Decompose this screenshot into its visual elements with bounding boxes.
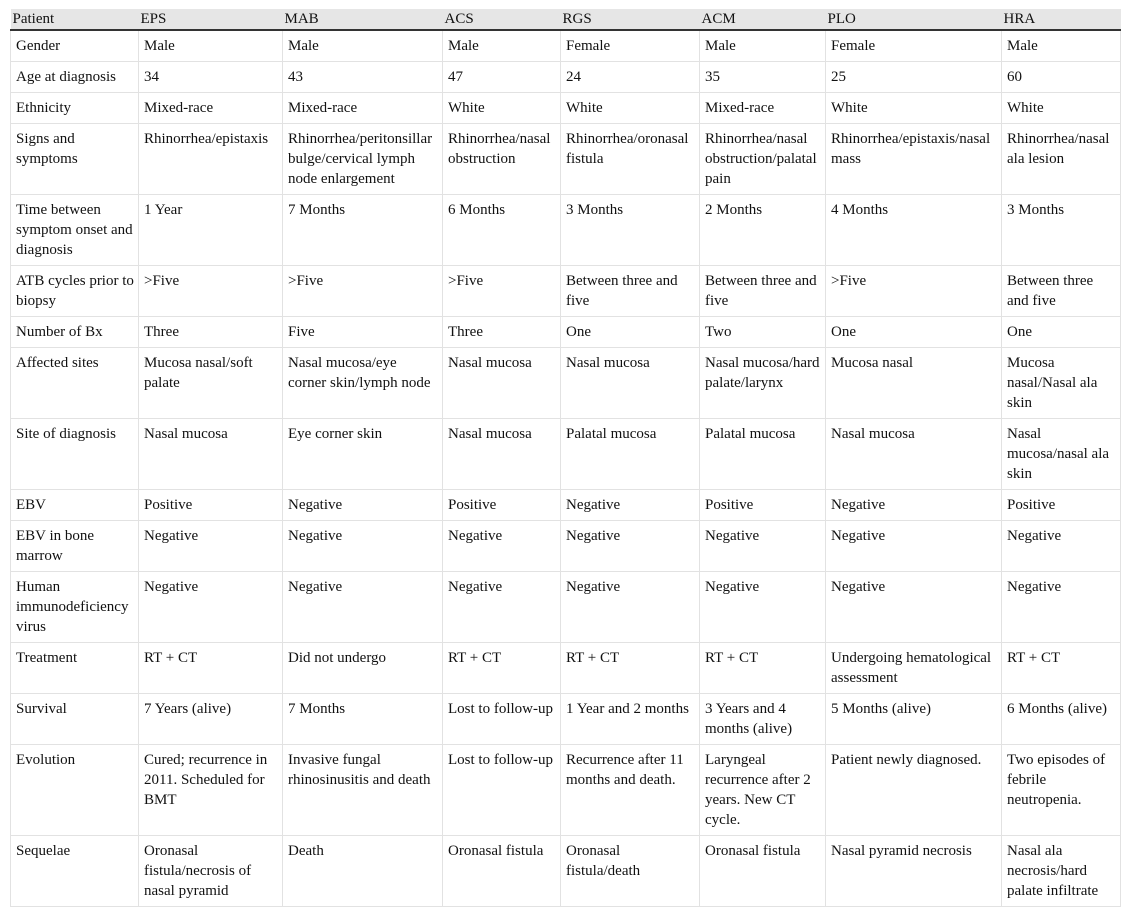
table-cell: Mucosa nasal/Nasal ala skin [1002,348,1121,419]
table-cell: Negative [700,572,826,643]
table-row [11,694,1121,745]
table-cell: Three [139,317,283,348]
table-cell: Negative [561,572,700,643]
table-cell: Eye corner skin [283,419,443,490]
table-cell: 25 [826,62,1002,93]
table-cell: >Five [139,266,283,317]
header-cell-mab: MAB [283,9,443,30]
table-cell: Nasal ala necrosis/hard palate infiltrate [1002,836,1121,907]
table-cell: Negative [443,572,561,643]
table-cell: Death [283,836,443,907]
table-cell: Mixed-race [700,93,826,124]
table-cell: 7 Years (alive) [139,694,283,745]
row-label-cell: EBV in bone marrow [11,521,139,572]
table-cell: Two episodes of febrile neutropenia. [1002,745,1121,836]
table-cell: RT + CT [139,643,283,694]
row-label-cell: Affected sites [11,348,139,419]
table-cell: 35 [700,62,826,93]
table-cell: Between three and five [700,266,826,317]
table-cell: Palatal mucosa [700,419,826,490]
table-cell: 6 Months (alive) [1002,694,1121,745]
table-cell: 7 Months [283,195,443,266]
table-cell: Negative [283,572,443,643]
table-cell: RT + CT [1002,643,1121,694]
table-row [11,419,1121,490]
table-cell: Nasal pyramid necrosis [826,836,1002,907]
table-cell: 24 [561,62,700,93]
table-cell: 34 [139,62,283,93]
row-label-cell: Gender [11,30,139,62]
table-cell: Negative [1002,521,1121,572]
table-cell: Did not undergo [283,643,443,694]
header-cell-acm: ACM [700,9,826,30]
table-cell: Lost to follow-up [443,745,561,836]
header-cell-eps: EPS [139,9,283,30]
header-cell-patient: Patient [11,9,139,30]
table-cell: Rhinorrhea/epistaxis/nasal mass [826,124,1002,195]
table-cell: Oronasal fistula/death [561,836,700,907]
table-cell: Recurrence after 11 months and death. [561,745,700,836]
table-cell: White [443,93,561,124]
table-cell: Negative [139,521,283,572]
table-cell: Mixed-race [139,93,283,124]
patient-characteristics-table [10,9,1121,907]
table-cell: One [561,317,700,348]
table-row [11,317,1121,348]
row-label-cell: Time between symptom onset and diagnosis [11,195,139,266]
table-cell: Rhinorrhea/nasal obstruction/palatal pain [700,124,826,195]
table-cell: 3 Months [1002,195,1121,266]
table-cell: 60 [1002,62,1121,93]
table-cell: 43 [283,62,443,93]
table-cell: Negative [561,521,700,572]
table-cell: >Five [826,266,1002,317]
table-cell: Between three and five [561,266,700,317]
table-row [11,266,1121,317]
table-cell: Negative [283,490,443,521]
table-body [11,30,1121,907]
table-cell: One [826,317,1002,348]
table-row [11,521,1121,572]
table-header [11,9,1121,30]
table-cell: Patient newly diagnosed. [826,745,1002,836]
table-cell: Positive [700,490,826,521]
table-cell: Nasal mucosa [826,419,1002,490]
table-cell: Positive [443,490,561,521]
table-cell: Oronasal fistula/necrosis of nasal pyramid [139,836,283,907]
table-cell: Negative [700,521,826,572]
table-cell: Female [561,30,700,62]
table-cell: Nasal mucosa [443,419,561,490]
table-cell: Undergoing hematological assessment [826,643,1002,694]
table-cell: Female [826,30,1002,62]
table-cell: 6 Months [443,195,561,266]
table-cell: RT + CT [561,643,700,694]
table-cell: Lost to follow-up [443,694,561,745]
table-cell: Negative [561,490,700,521]
table-cell: 2 Months [700,195,826,266]
table-row [11,124,1121,195]
table-cell: White [1002,93,1121,124]
table-cell: Male [700,30,826,62]
table-cell: Rhinorrhea/nasal obstruction [443,124,561,195]
header-cell-rgs: RGS [561,9,700,30]
table-row [11,490,1121,521]
table-cell: >Five [283,266,443,317]
table-cell: RT + CT [700,643,826,694]
table-cell: Palatal mucosa [561,419,700,490]
table-cell: White [826,93,1002,124]
table-cell: 4 Months [826,195,1002,266]
table-cell: Nasal mucosa/nasal ala skin [1002,419,1121,490]
table-cell: One [1002,317,1121,348]
row-label-cell: Treatment [11,643,139,694]
table-cell: Nasal mucosa/eye corner skin/lymph node [283,348,443,419]
row-label-cell: Evolution [11,745,139,836]
table-cell: Laryngeal recurrence after 2 years. New CT cycle. [700,745,826,836]
table-cell: Rhinorrhea/oronasal fistula [561,124,700,195]
row-label-cell: Number of Bx [11,317,139,348]
table-row [11,93,1121,124]
table-cell: Positive [139,490,283,521]
table-cell: Three [443,317,561,348]
table-cell: Negative [826,490,1002,521]
table-cell: Mixed-race [283,93,443,124]
table-cell: Oronasal fistula [700,836,826,907]
header-cell-acs: ACS [443,9,561,30]
table-cell: Negative [1002,572,1121,643]
row-label-cell: Sequelae [11,836,139,907]
table-cell: Negative [826,521,1002,572]
row-label-cell: Survival [11,694,139,745]
table-cell: Nasal mucosa [443,348,561,419]
header-cell-plo: PLO [826,9,1002,30]
table-cell: Rhinorrhea/peritonsillar bulge/cervical lymph node enlargement [283,124,443,195]
table-cell: Nasal mucosa [561,348,700,419]
table-row [11,745,1121,836]
table-cell: White [561,93,700,124]
row-label-cell: Ethnicity [11,93,139,124]
table-cell: 3 Years and 4 months (alive) [700,694,826,745]
table-cell: Between three and five [1002,266,1121,317]
table-cell: 7 Months [283,694,443,745]
table-cell: Male [443,30,561,62]
table-cell: 1 Year [139,195,283,266]
table-row [11,30,1121,62]
table-row [11,643,1121,694]
table-cell: 1 Year and 2 months [561,694,700,745]
table-cell: Two [700,317,826,348]
table-cell: Male [1002,30,1121,62]
table-row [11,572,1121,643]
table-cell: >Five [443,266,561,317]
table-cell: Male [283,30,443,62]
row-label-cell: ATB cycles prior to biopsy [11,266,139,317]
table-cell: 5 Months (alive) [826,694,1002,745]
table-cell: 3 Months [561,195,700,266]
table-cell: Nasal mucosa/hard palate/larynx [700,348,826,419]
row-label-cell: Site of diagnosis [11,419,139,490]
table-cell: Rhinorrhea/nasal ala lesion [1002,124,1121,195]
table-cell: Mucosa nasal/soft palate [139,348,283,419]
row-label-cell: Signs and symptoms [11,124,139,195]
table-row [11,348,1121,419]
table-row [11,62,1121,93]
header-cell-hra: HRA [1002,9,1121,30]
table-cell: Invasive fungal rhinosinusitis and death [283,745,443,836]
table-row [11,195,1121,266]
table-cell: Negative [443,521,561,572]
row-label-cell: EBV [11,490,139,521]
row-label-cell: Age at diagnosis [11,62,139,93]
table-cell: Negative [826,572,1002,643]
table-cell: Negative [139,572,283,643]
table-cell: 47 [443,62,561,93]
table-row [11,836,1121,907]
table-cell: Rhinorrhea/epistaxis [139,124,283,195]
table-cell: Nasal mucosa [139,419,283,490]
table-cell: Positive [1002,490,1121,521]
table-cell: Male [139,30,283,62]
table-cell: Five [283,317,443,348]
patient-table-container [10,9,1120,907]
table-cell: RT + CT [443,643,561,694]
header-row [11,9,1121,30]
table-cell: Cured; recurrence in 2011. Scheduled for BMT [139,745,283,836]
table-cell: Mucosa nasal [826,348,1002,419]
table-cell: Negative [283,521,443,572]
row-label-cell: Human immunodeficiency virus [11,572,139,643]
table-cell: Oronasal fistula [443,836,561,907]
